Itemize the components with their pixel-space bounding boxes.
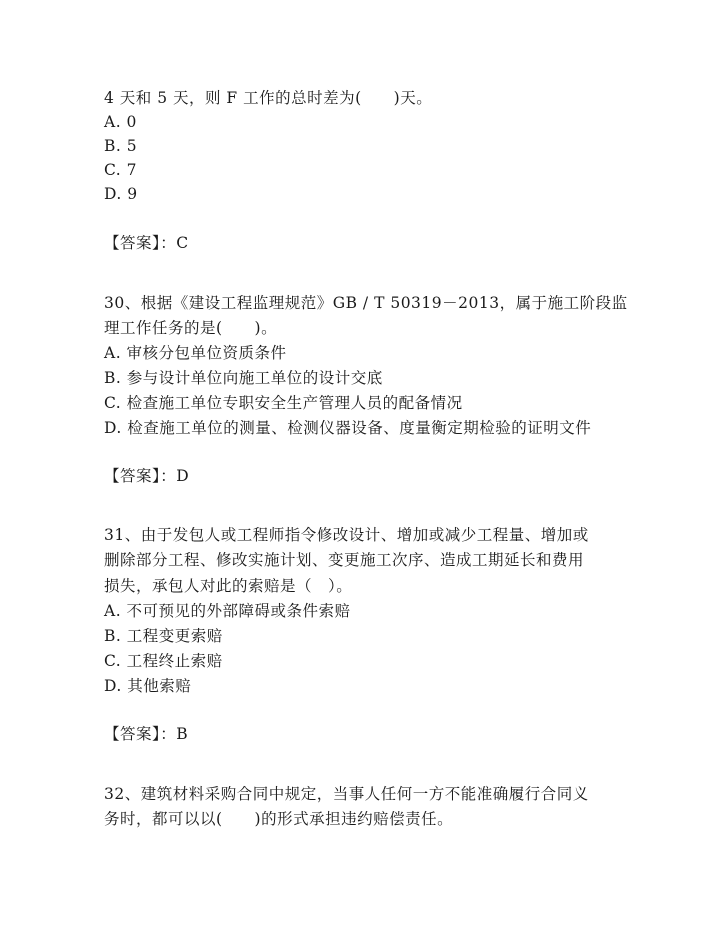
question-31-option-c: C. 工程终止索赔 xyxy=(104,652,223,670)
question-29-option-c: C. 7 xyxy=(104,161,138,179)
question-31-stem-line-1: 31、由于发包人或工程师指令修改设计、增加或减少工程量、增加或 xyxy=(104,526,589,544)
question-30-stem-line-2: 理工作任务的是( )。 xyxy=(104,319,278,337)
question-32-stem-line-1: 32、建筑材料采购合同中规定，当事人任何一方不能准确履行合同义 xyxy=(104,785,589,803)
question-31-option-a: A. 不可预见的外部障碍或条件索赔 xyxy=(104,602,351,620)
question-30-option-c: C. 检查施工单位专职安全生产管理人员的配备情况 xyxy=(104,394,463,412)
question-29-option-b: B. 5 xyxy=(104,137,138,155)
question-31-option-b: B. 工程变更索赔 xyxy=(104,627,223,645)
question-30-option-d: D. 检查施工单位的测量、检测仪器设备、度量衡定期检验的证明文件 xyxy=(104,419,592,437)
question-30-stem-line-1: 30、根据《建设工程监理规范》GB / T 50319－2013，属于施工阶段监 xyxy=(104,294,628,312)
question-30-option-b: B. 参与设计单位向施工单位的设计交底 xyxy=(104,369,383,387)
question-31-stem-line-2: 删除部分工程、修改实施计划、变更施工次序、造成工期延长和费用 xyxy=(104,551,585,569)
question-31-answer: 【答案】：B xyxy=(104,725,189,743)
question-29-option-a: A. 0 xyxy=(104,113,137,131)
question-30-answer: 【答案】：D xyxy=(104,467,190,485)
question-29-stem: 4 天和 5 天，则 F 工作的总时差为( )天。 xyxy=(104,89,433,107)
question-31-option-d: D. 其他索赔 xyxy=(104,677,192,695)
question-32-stem-line-2: 务时，都可以以( )的形式承担违约赔偿责任。 xyxy=(104,810,454,828)
question-29-answer: 【答案】：C xyxy=(104,234,189,252)
question-30-option-a: A. 审核分包单位资质条件 xyxy=(104,344,287,362)
question-29-option-d: D. 9 xyxy=(104,185,138,203)
question-31-stem-line-3: 损失，承包人对此的索赔是（ ）。 xyxy=(104,577,353,595)
